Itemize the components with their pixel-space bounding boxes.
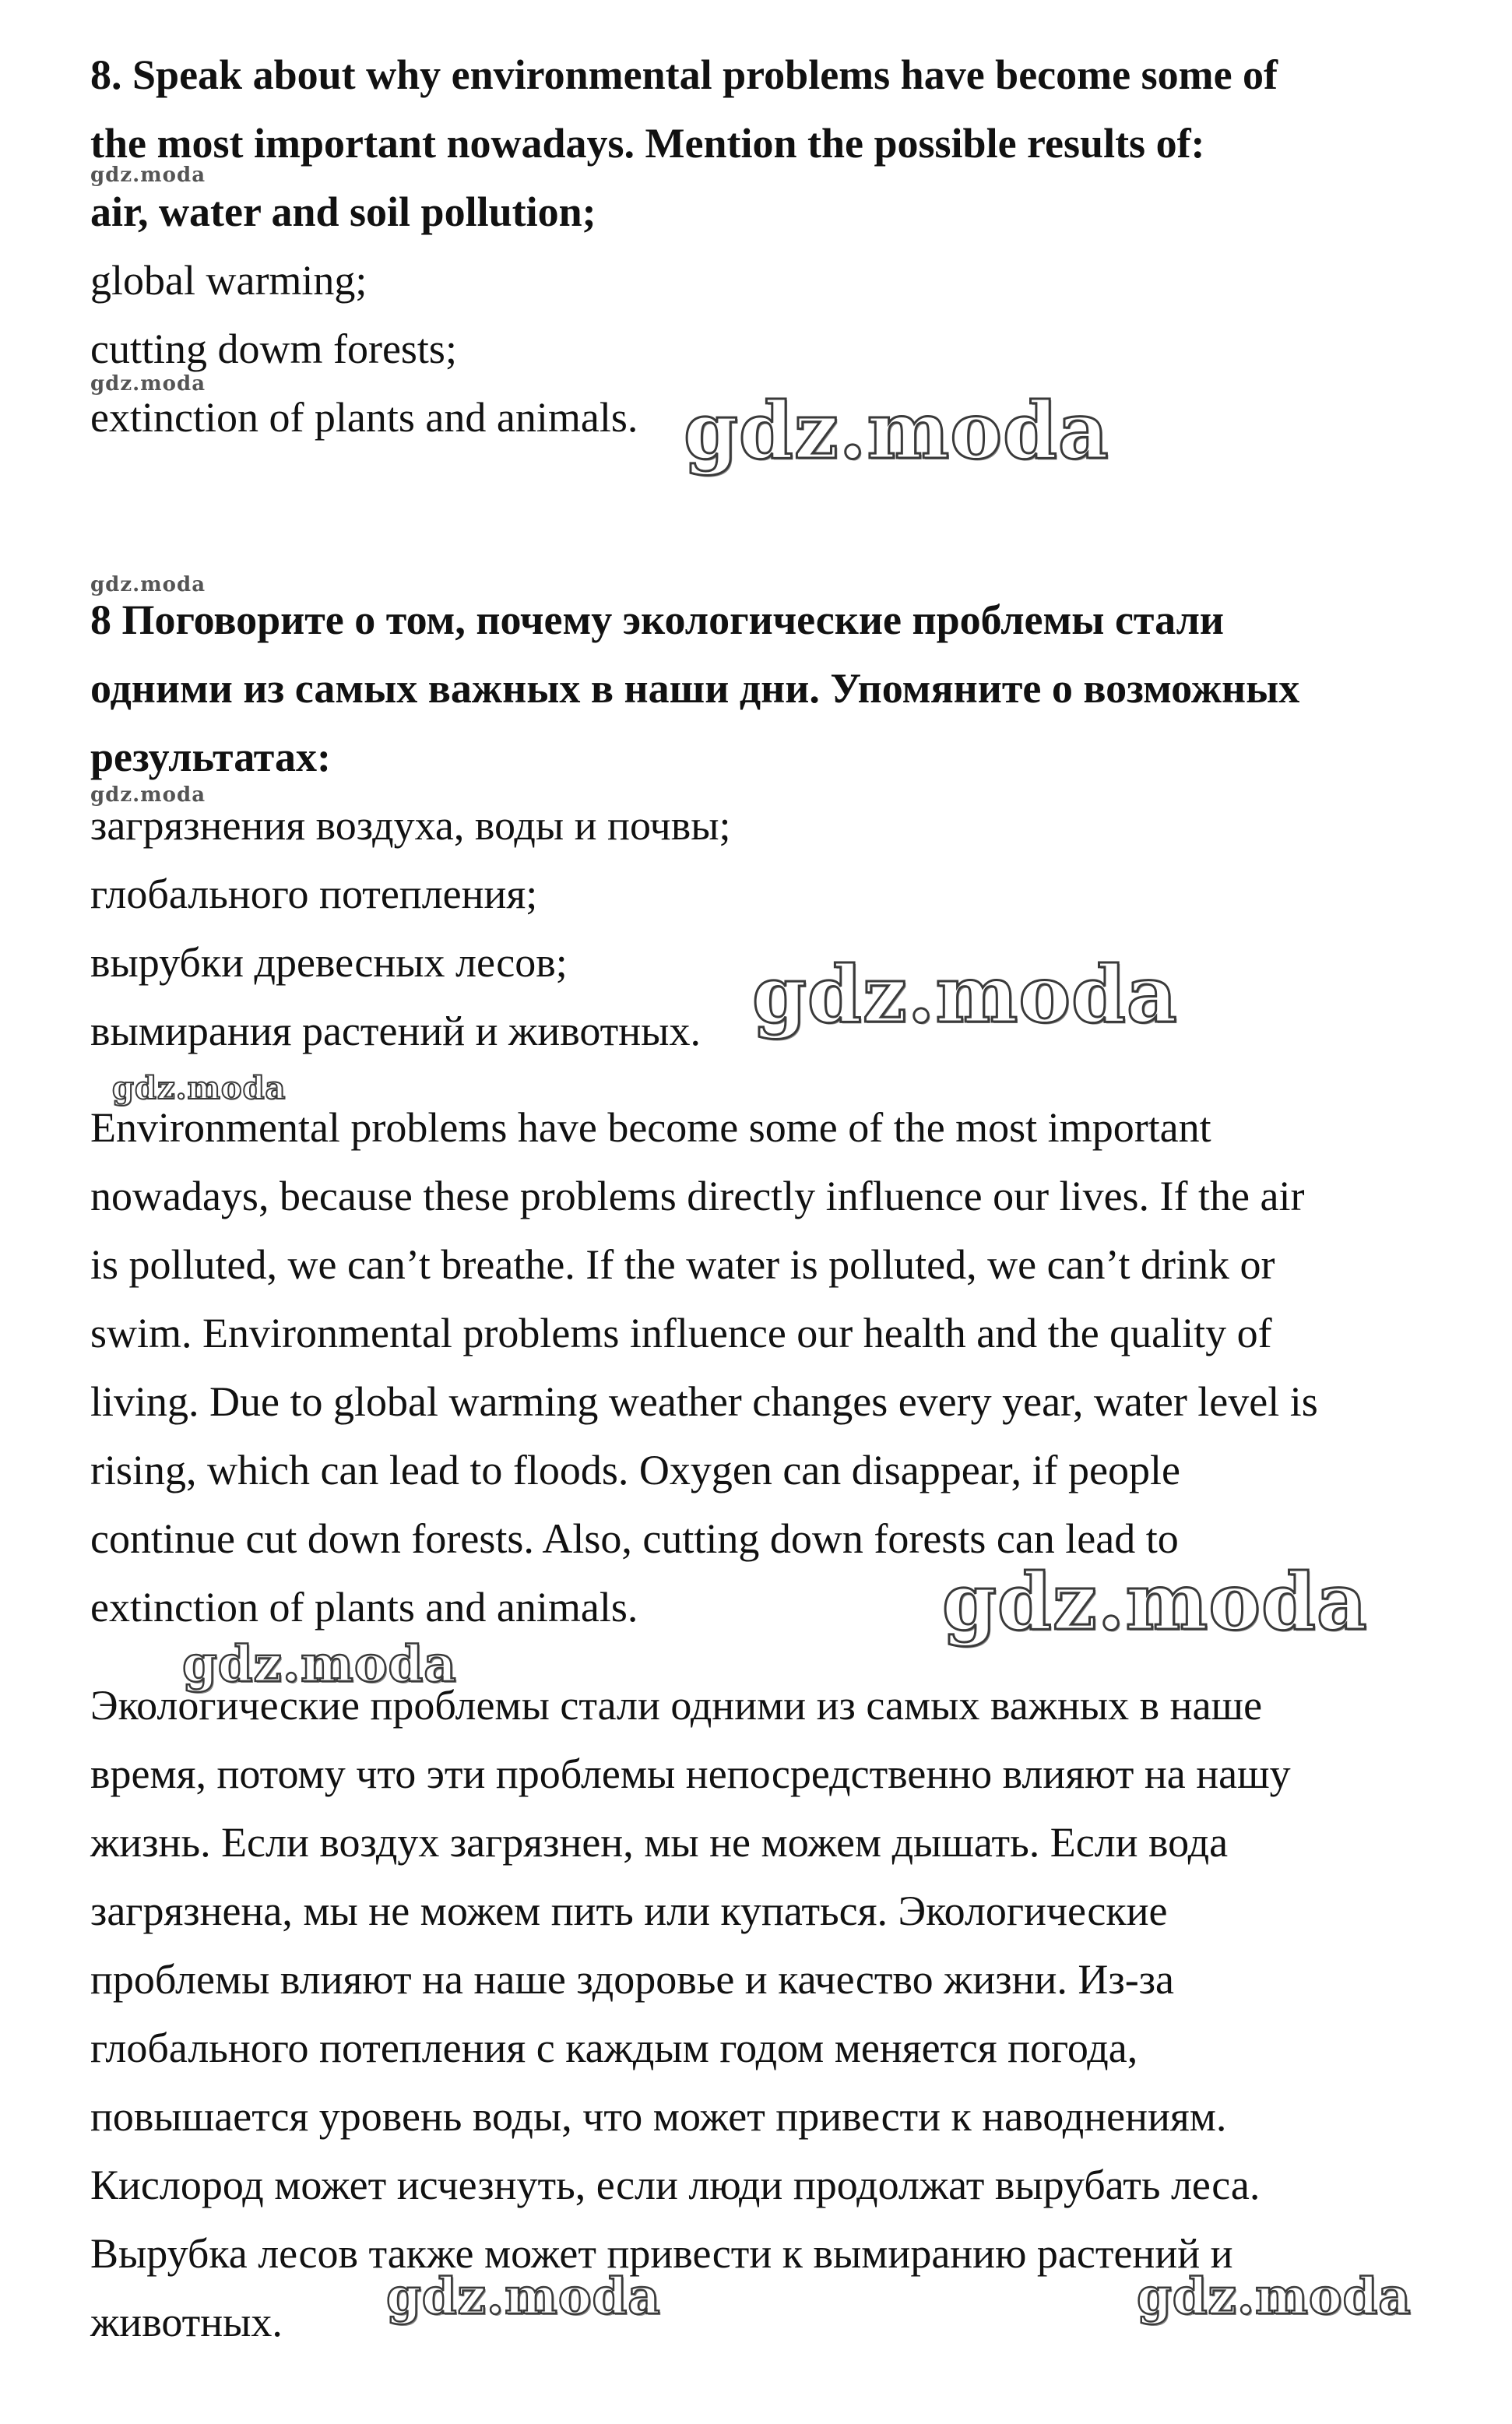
answer-en-line-3: is polluted, we can’t breathe. If the water is polluted, we can’t drink or <box>90 1241 1275 1288</box>
task-en-item-3: extinction of plants and animals. <box>90 394 638 441</box>
answer-ru-line-4: загрязнена, мы не можем пить или купаться. Экологические <box>90 1887 1168 1934</box>
answer-ru-line-2: время, потому что эти проблемы непосредственно влияют на нашу <box>90 1750 1291 1797</box>
watermark: gdz.moda <box>684 385 1109 477</box>
task-ru-item-1: загрязнения воздуха, воды и почвы; <box>90 802 731 849</box>
answer-ru-line-7: повышается уровень воды, что может привести к наводнениям. <box>90 2093 1227 2140</box>
task-ru-line-1: 8 Поговорите о том, почему экологические проблемы стали <box>90 596 1224 643</box>
task-en-line-3: air, water and soil pollution; <box>90 188 596 235</box>
watermark: gdz.moda <box>386 2267 661 2326</box>
task-ru-item-4: вымирания растений и животных. <box>90 1008 701 1054</box>
answer-en-line-4: swim. Environmental problems influence our health and the quality of <box>90 1310 1272 1356</box>
answer-en-line-7: continue cut down forests. Also, cutting down forests can lead to <box>90 1515 1179 1562</box>
task-en-line-1: 8. Speak about why environmental problems have become some of <box>90 51 1278 98</box>
watermark: gdz.moda <box>942 1556 1368 1648</box>
answer-ru-line-3: жизнь. Если воздух загрязнен, мы не можем дышать. Если вода <box>90 1819 1229 1866</box>
task-en-item-1: global warming; <box>90 257 367 304</box>
task-ru-item-3: вырубки древесных лесов; <box>90 939 568 986</box>
task-ru-line-3: результатах: <box>90 734 331 780</box>
task-en-line-2: the most important nowadays. Mention the possible results of: <box>90 120 1205 167</box>
answer-ru-line-1: Экологические проблемы стали одними из самых важных в наше <box>90 1682 1263 1729</box>
answer-ru-line-10: животных. <box>90 2299 283 2345</box>
answer-ru-line-8: Кислород может исчезнуть, если люди продолжат вырубать леса. <box>90 2162 1261 2208</box>
answer-en-line-5: living. Due to global warming weather changes every year, water level is <box>90 1378 1318 1425</box>
watermark: gdz.moda <box>112 1070 287 1106</box>
watermark: gdz.moda <box>182 1635 457 1694</box>
answer-en-line-2: nowadays, because these problems directly influence our lives. If the air <box>90 1173 1305 1219</box>
watermark: gdz.moda <box>1137 2267 1412 2326</box>
answer-en-line-6: rising, which can lead to floods. Oxygen can disappear, if people <box>90 1447 1180 1493</box>
watermark: gdz.moda <box>90 372 206 396</box>
answer-en-line-8: extinction of plants and animals. <box>90 1584 638 1631</box>
task-ru-line-2: одними из самых важных в наши дни. Упомяните о возможных <box>90 665 1300 712</box>
watermark: gdz.moda <box>90 164 206 187</box>
answer-ru-line-5: проблемы влияют на наше здоровье и качество жизни. Из-за <box>90 1956 1175 2003</box>
watermark: gdz.moda <box>90 573 206 596</box>
task-en-item-2: cutting dowm forests; <box>90 325 457 372</box>
answer-ru-line-6: глобального потепления с каждым годом меняется погода, <box>90 2025 1138 2071</box>
answer-en-line-1: Environmental problems have become some of the most important <box>90 1104 1211 1151</box>
watermark: gdz.moda <box>752 948 1178 1040</box>
task-ru-item-2: глобального потепления; <box>90 871 538 917</box>
watermark: gdz.moda <box>90 783 206 807</box>
answer-ru-line-9: Вырубка лесов также может привести к вымиранию растений и <box>90 2230 1233 2277</box>
